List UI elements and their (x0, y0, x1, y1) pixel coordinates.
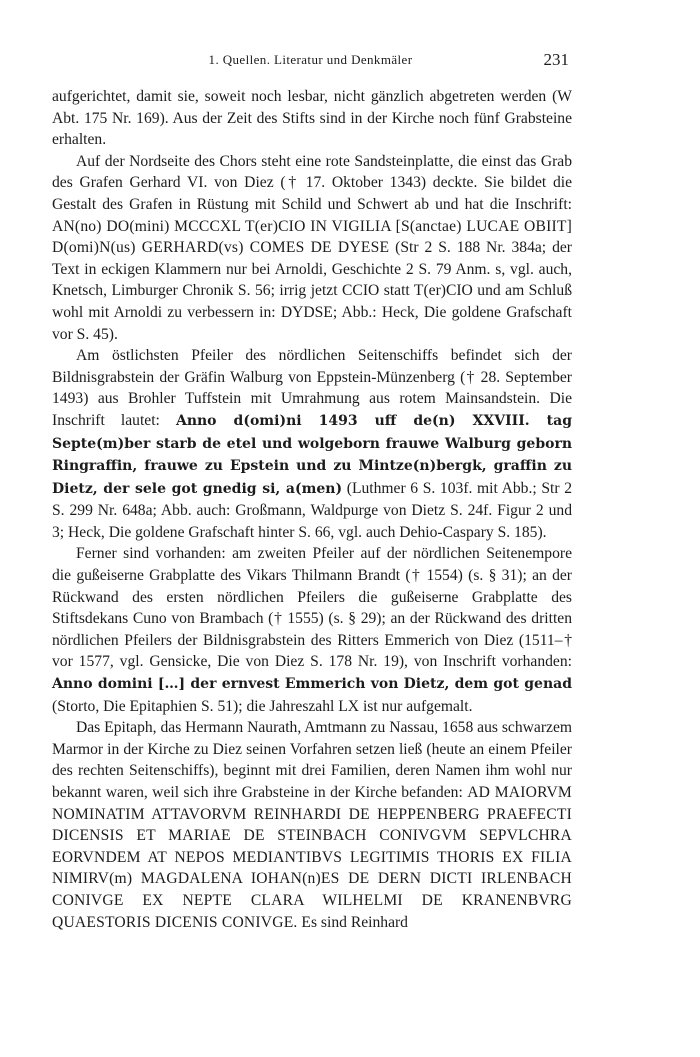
paragraph-text: (Storto, Die Epitaphien S. 51); die Jahreszahl LX ist nur aufgemalt. (52, 697, 473, 715)
body-text (52, 86, 572, 933)
paragraph-gerhard-tomb (52, 151, 572, 345)
paragraph-text: aufgerichtet, damit sie, soweit noch lesbar, nicht gänzlich abgetreten werden (W Abt. 175 Nr. 169). Aus der Zeit des Stifts sind in der Kirche noch fünf Grabsteine erhalten. (52, 88, 572, 149)
inscription-emmerich: Anno domini […] der ernvest Emmerich von Dietz, dem got genad (52, 676, 572, 693)
paragraph-text: Es sind Reinhard (297, 913, 408, 931)
paragraph-text: (Str 2 S. 188 Nr. 384a; der Text in eckigen Klammern nur bei Arnoldi, Geschichte 2 S. 79 Anm. s, vgl. auch, Knetsch, Limburger Chronik S. 56; irrig jetzt CCIO statt T(er)CIO und am Schluß wohl mit Arnoldi zu verbessern in: DYDSE; Abb.: Heck, Die goldene Grafschaft vor S. 45). (52, 239, 572, 343)
paragraph-text: Ferner sind vorhanden: am zweiten Pfeiler auf der nördlichen Seitenempore die gußeiserne Grabplatte des Vikars Thilmann Brandt († 1554) (s. § 31); an der Rückwand des ersten nördlichen Pfeilers die gußeiserne Grabplatte des Stiftsdekans Cuno von Brambach († 1555) (s. § 29); an der Rückwand des dritten nördlichen Pfeilers der Bildnisgrabstein des Ritters Emmerich von Diez (1511–† vor 1577, vgl. Gensicke, Die von Diez S. 178 Nr. 19), von Inschrift vorhanden: (52, 545, 572, 671)
paragraph-text: (Luthmer 6 S. 103f. mit Abb.; Str 2 S. 299 Nr. 648a; Abb. auch: Großmann, Waldpurge von Dietz S. 24f. Figur 2 und 3; Heck, Die goldene Grafschaft hinter S. 66, vgl. auch Dehio-Caspary S. 185). (52, 479, 572, 541)
paragraph-text: Auf der Nordseite des Chors steht eine rote Sandsteinplatte, die einst das Grab des Grafen Gerhard VI. von Diez († 17. Oktober 1343) deckte. Sie bildet die Gestalt des Grafen in Rüstung mit Schild und Schwert ab und hat die Inschrift: (52, 152, 572, 213)
paragraph-text: Das Epitaph, das Hermann Naurath, Amtmann zu Nassau, 1658 aus schwarzem Marmor in der Kirche zu Diez seinen Vorfahren setzen ließ (heute an einem Pfeiler des rechten Seitenschiffs), beginnt mit drei Familien, deren Namen ihm wohl nur bekannt waren, weil sich ihre Grabsteine in der Kirche befanden: (52, 719, 572, 801)
running-title: 1. Quellen. Literatur und Denkmäler (208, 52, 413, 67)
inscription-walburg: Anno d(omi)ni 1493 uff de(n) XXVIII. tag Septe(m)ber starb de etel und wolgeborn frauwe Walburg geborn Ringraffin, frauwe zu Epstein und zu Mintze(n)bergk, graffin zu Dietz, der sele got gnedig si, a(men) (52, 412, 573, 497)
paragraph-intro (52, 86, 572, 151)
paragraph-text: Am östlichsten Pfeiler des nördlichen Seitenschiffs befindet sich der Bildnisgrabstein der Gräfin Walburg von Eppstein-Münzenberg († 28. September 1493) aus Brohler Tuffstein mit Umrahmung aus rotem Mainsandstein. Die Inschrift lautet: (52, 347, 572, 429)
paragraph-further-tombs (52, 543, 572, 717)
inscription-gerhard: AN(no) DO(mini) MCCCXL T(er)CIO IN VIGILIA [S(anctae) LUCAE OBIIT] D(omi)N(us) GERHARD(vs) COMES DE DYESE (52, 217, 572, 257)
running-header (52, 50, 569, 74)
page-number: 231 (543, 50, 569, 69)
inscription-epitaph: AD MAIORVM NOMINATIM ATTAVORVM REINHARDI DE HEPPENBERG PRAEFECTI DICENSIS ET MARIAE DE STEINBACH CONIVGVM SEPVLCHRA EORVNDEM AT NEPOS MEDIANTIBVS LEGITIMIS THORIS EX FILIA NIMIRV(m) MAGDALENA IOHAN(n)ES DE DERN DICTI IRLENBACH CONIVGE EX NEPTE CLARA WILHELMI DE KRANENBVRG QUAESTORIS DICENIS CONIVGE. (52, 784, 572, 931)
paragraph-walburg-tomb (52, 345, 572, 543)
paragraph-epitaph (52, 717, 572, 933)
